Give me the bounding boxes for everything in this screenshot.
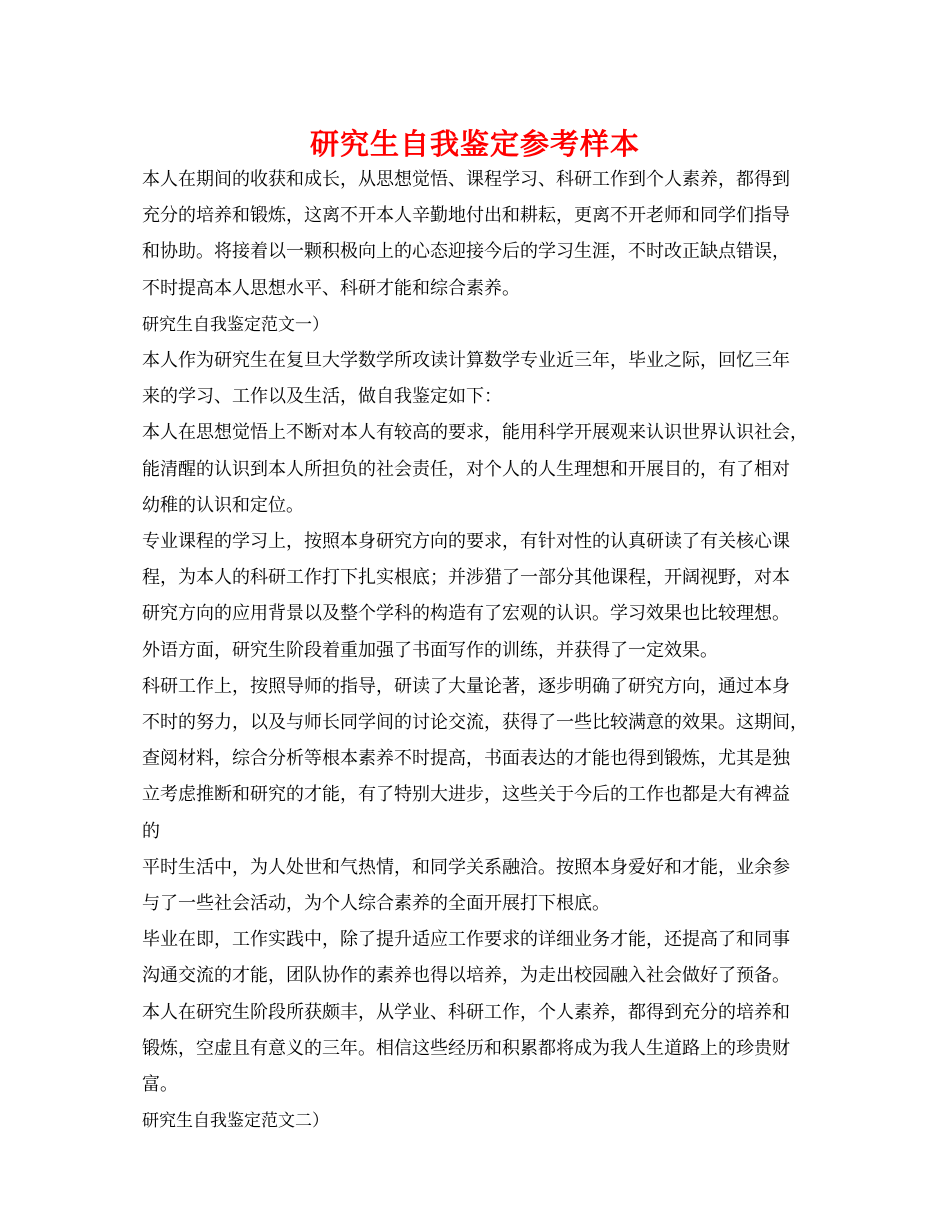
paragraph-line: 程，为本人的科研工作打下扎实根底；并涉猎了一部分其他课程，开阔视野，对本 bbox=[142, 567, 790, 589]
paragraph-line: 幼稚的认识和定位。 bbox=[142, 494, 304, 516]
paragraph-line: 查阅材料，综合分析等根本素养不时提高，书面表达的才能也得到锻炼，尤其是独 bbox=[142, 748, 790, 770]
paragraph-line: 科研工作上，按照导师的指导，研读了大量论著，逐步明确了研究方向，通过本身 bbox=[142, 675, 790, 697]
paragraph-line: 研究方向的应用背景以及整个学科的构造有了宏观的认识。学习效果也比较理想。 bbox=[142, 603, 790, 625]
paragraph-line: 立考虑推断和研究的才能，有了特别大进步，这些关于今后的工作也都是大有裨益 bbox=[142, 784, 790, 806]
paragraph-line: 本人在期间的收获和成长，从思想觉悟、课程学习、科研工作到个人素养，都得到 bbox=[142, 169, 790, 190]
paragraph-line: 毕业在即，工作实践中，除了提升适应工作要求的详细业务才能，还提高了和同事 bbox=[142, 929, 790, 951]
paragraph-line: 本人在研究生阶段所获颇丰，从学业、科研工作，个人素养，都得到充分的培养和 bbox=[142, 1001, 790, 1023]
paragraph-line: 充分的培养和锻炼，这离不开本人辛勤地付出和耕耘，更离不开老师和同学们指导 bbox=[142, 205, 790, 227]
paragraph-line: 本人在思想觉悟上不断对本人有较高的要求，能用科学开展观来认识世界认识社会， bbox=[142, 422, 808, 444]
paragraph-line: 富。 bbox=[142, 1074, 178, 1096]
paragraph-line: 锻炼，空虚且有意义的三年。相信这些经历和积累都将成为我人生道路上的珍贵财 bbox=[142, 1037, 790, 1059]
paragraph-line: 来的学习、工作以及生活，做自我鉴定如下： bbox=[142, 386, 502, 408]
paragraph-line: 与了一些社会活动，为个人综合素养的全面开展打下根底。 bbox=[142, 893, 610, 915]
document-title: 研究生自我鉴定参考样本 bbox=[309, 127, 640, 161]
section-heading: 研究生自我鉴定范文二） bbox=[142, 1111, 329, 1132]
section-heading: 研究生自我鉴定范文一） bbox=[142, 314, 329, 335]
document-body bbox=[142, 162, 832, 1139]
paragraph-line: 和协助。将接着以一颗积极向上的心态迎接今后的学习生涯，不时改正缺点错误， bbox=[142, 241, 790, 263]
paragraph-line: 的 bbox=[142, 820, 160, 842]
paragraph-line: 外语方面，研究生阶段着重加强了书面写作的训练，并获得了一定效果。 bbox=[142, 639, 718, 661]
paragraph-line: 专业课程的学习上，按照本身研究方向的要求，有针对性的认真研读了有关核心课 bbox=[142, 531, 790, 553]
paragraph-line: 本人作为研究生在复旦大学数学所攻读计算数学专业近三年，毕业之际，回忆三年 bbox=[142, 350, 790, 372]
paragraph-line: 沟通交流的才能，团队协作的素养也得以培养，为走出校园融入社会做好了预备。 bbox=[142, 965, 790, 987]
paragraph-line: 不时的努力，以及与师长同学间的讨论交流，获得了一些比较满意的效果。这期间， bbox=[142, 712, 808, 734]
paragraph-line: 能清醒的认识到本人所担负的社会责任，对个人的人生理想和开展目的，有了相对 bbox=[142, 458, 790, 480]
paragraph-line: 不时提高本人思想水平、科研才能和综合素养。 bbox=[142, 277, 520, 299]
paragraph-line: 平时生活中，为人处世和气热情，和同学关系融洽。按照本身爱好和才能，业余参 bbox=[142, 856, 790, 878]
